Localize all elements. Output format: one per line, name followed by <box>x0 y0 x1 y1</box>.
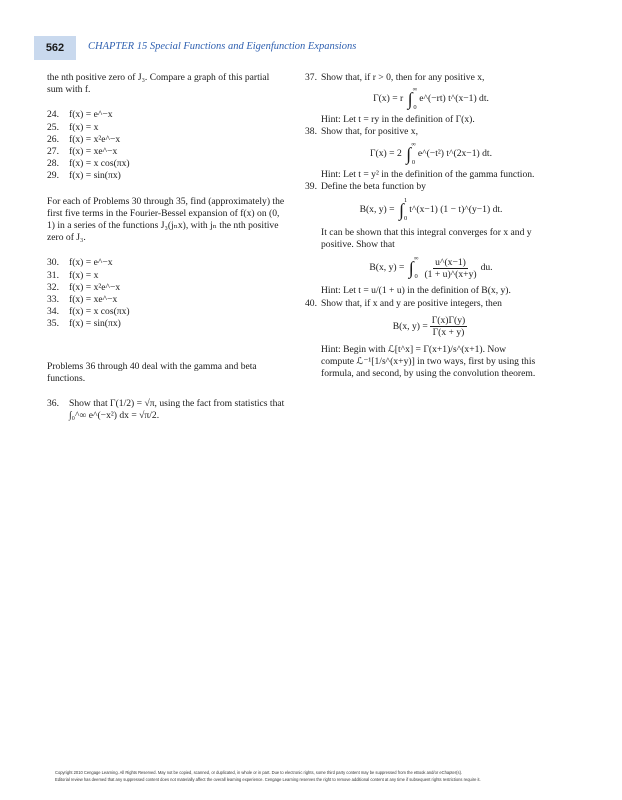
problem-function: f(x) = sin(πx) <box>69 318 121 330</box>
fraction <box>430 315 467 338</box>
problem-item <box>47 306 287 318</box>
problem-number: 28. <box>47 158 59 170</box>
problem-item <box>47 270 287 282</box>
intro-text: the nth positive zero of J₃. Compare a graph of this partial sum with f. <box>47 72 270 96</box>
problem-38 <box>305 126 541 138</box>
problem-text: Show that, if x and y are positive integers, then <box>321 297 502 309</box>
page-number: 562 <box>34 36 76 60</box>
hint-40: Hint: Begin with ℒ[t^x] = Γ(x+1)/s^(x+1). Now compute ℒ⁻¹[1/s^(x+y)] in two ways, first by using this formula, and second, by using the convolution theorem. <box>321 343 536 380</box>
problem-function: f(x) = xe^−x <box>69 294 118 306</box>
problem-number: 40. <box>305 297 317 309</box>
hint-38: Hint: Let t = y² in the definition of the gamma function. <box>321 168 535 180</box>
problem-37 <box>305 72 541 84</box>
equation-rhs: t^(x−1) (1 − t)^(y−1) dt. <box>409 203 503 215</box>
problem-item <box>47 158 287 170</box>
copyright-footer <box>55 769 575 783</box>
problem-number: 33. <box>47 294 59 306</box>
problem-number: 36. <box>47 398 59 410</box>
problem-item <box>47 282 287 294</box>
problem-function: f(x) = x²e^−x <box>69 133 121 145</box>
problem-function: f(x) = x <box>69 269 99 281</box>
problem-number: 26. <box>47 133 59 145</box>
problem-function: f(x) = x <box>69 121 99 133</box>
running-head: CHAPTER 15 Special Functions and Eigenfunction Expansions <box>88 41 357 52</box>
problem-number: 35. <box>47 318 59 330</box>
equation-tail: du. <box>480 262 493 274</box>
problem-text: Show that Γ(1/2) = √π, using the fact from statistics that ∫₀^∞ e^(−x²) dx = √π/2. <box>69 398 285 422</box>
problem-item <box>47 257 287 269</box>
instructions-36-40: Problems 36 through 40 deal with the gamma and beta functions. <box>47 360 257 384</box>
problem-function: f(x) = x cos(πx) <box>69 158 130 170</box>
problem-item <box>47 294 287 306</box>
problem-number: 29. <box>47 170 59 182</box>
equation-lhs: Γ(x) = r <box>373 93 404 105</box>
problem-function: f(x) = sin(πx) <box>69 170 121 182</box>
right-column <box>305 72 541 380</box>
equation-lhs: B(x, y) = <box>369 262 405 274</box>
fraction-denominator: (1 + u)^(x+y) <box>424 268 477 280</box>
problem-number: 31. <box>47 269 59 281</box>
equation-40 <box>305 310 541 344</box>
integral-limits: ∞ 0 <box>413 255 419 281</box>
problem-number: 38. <box>305 126 317 138</box>
problem-list-30-35 <box>47 257 287 330</box>
problem-number: 37. <box>305 72 317 83</box>
page-header <box>0 36 622 60</box>
equation-39-beta <box>305 193 541 227</box>
problem-item <box>47 122 287 134</box>
integral-sign: ∫ <box>401 143 412 164</box>
problem-function: f(x) = x²e^−x <box>69 281 121 293</box>
problem-number: 34. <box>47 306 59 318</box>
equation-38 <box>305 139 541 169</box>
fraction <box>422 257 478 280</box>
problem-item <box>47 146 287 158</box>
equation-rhs: e^(−t²) t^(2x−1) dt. <box>417 147 492 159</box>
problem-40 <box>305 298 541 310</box>
problem-function: f(x) = xe^−x <box>69 146 118 158</box>
equation-39-alt <box>305 251 541 285</box>
problem-number: 27. <box>47 146 59 158</box>
integral-limits: 1 0 <box>404 197 408 223</box>
problem-text: Show that, if r > 0, then for any positive x, <box>321 72 485 83</box>
problem-number: 39. <box>305 180 317 192</box>
footer-line-1: Copyright 2010 Cengage Learning. All Rights Reserved. May not be copied, scanned, or duplicated, in whole or in part. Due to electronic rights, some third party content may be suppressed from the eBook and/or eChapter(s). <box>55 770 463 775</box>
hint-39: Hint: Let t = u/(1 + u) in the definition of B(x, y). <box>321 285 511 297</box>
problem-item <box>47 109 287 121</box>
instructions-30-35: For each of Problems 30 through 35, find (approximately) the first five terms in the Fourier-Bessel expansion of f(x) on (0, 1) in a series of the functions J₃(jₙx), with jₙ the nth positive zero of J₃. <box>47 195 285 244</box>
problem-list-24-29 <box>47 109 287 182</box>
equation-lhs: B(x, y) = <box>392 320 428 332</box>
problem-number: 25. <box>47 121 59 133</box>
problem-function: f(x) = e^−x <box>69 257 113 269</box>
problem-number: 30. <box>47 257 59 269</box>
integral-sign: ∫ <box>403 89 413 110</box>
hint-37: Hint: Let t = ry in the definition of Γ(x). <box>321 114 475 126</box>
text-39: It can be shown that this integral converges for x and y positive. Show that <box>321 227 532 251</box>
integral-limits: ∞ 0 <box>412 86 418 112</box>
equation-lhs: B(x, y) = <box>359 203 395 215</box>
equation-37 <box>305 84 541 114</box>
problem-item <box>47 318 287 330</box>
problem-39 <box>305 181 541 193</box>
integral-limits: ∞ 0 <box>411 140 416 166</box>
fraction-denominator: Γ(x + y) <box>432 327 465 339</box>
problem-item <box>47 134 287 146</box>
fraction-numerator: Γ(x)Γ(y) <box>431 315 466 327</box>
integral-sign: ∫ <box>394 200 404 221</box>
footer-line-2: Editorial review has deemed that any suppressed content does not materially affect the overall learning experience. Cengage Learning reserves the right to remove additional content at any time if subsequent rights restrictions require it. <box>55 777 481 782</box>
problem-item <box>47 170 287 182</box>
problem-36 <box>47 398 287 422</box>
left-column <box>47 72 287 422</box>
equation-lhs: Γ(x) = 2 <box>370 147 402 159</box>
fraction-numerator: u^(x−1) <box>435 256 466 268</box>
problem-text: Show that, for positive x, <box>321 126 418 138</box>
problem-number: 24. <box>47 109 59 121</box>
problem-function: f(x) = e^−x <box>69 109 113 121</box>
problem-function: f(x) = x cos(πx) <box>69 306 130 318</box>
problem-number: 32. <box>47 281 59 293</box>
integral-sign: ∫ <box>404 258 414 279</box>
problem-text: Define the beta function by <box>321 180 426 192</box>
equation-rhs: e^(−rt) t^(x−1) dt. <box>419 93 489 105</box>
